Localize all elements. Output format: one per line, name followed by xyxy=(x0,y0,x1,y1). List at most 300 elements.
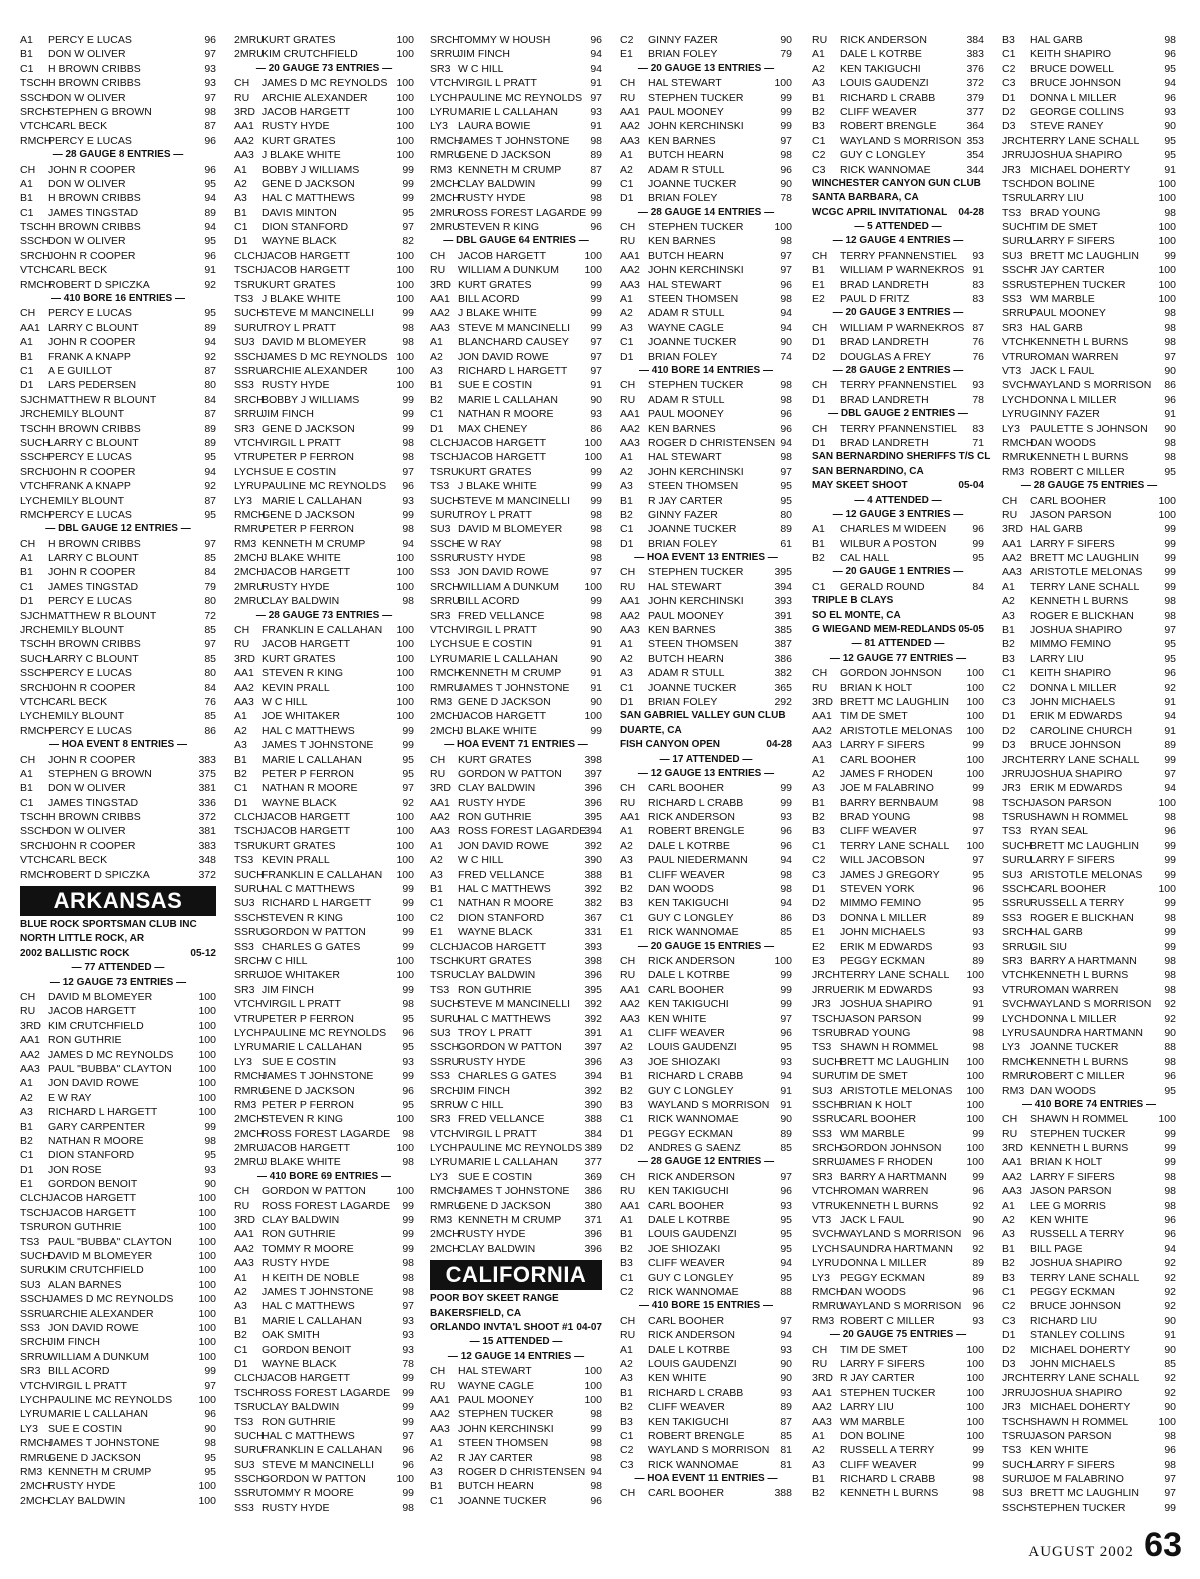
score: 90 xyxy=(204,1422,216,1435)
class-code: SSRU xyxy=(1002,897,1032,910)
score: 100 xyxy=(1158,494,1176,507)
result-row xyxy=(234,753,414,767)
shooter-name: JOHN MICHAELS xyxy=(1030,1357,1116,1370)
score: 96 xyxy=(972,523,984,536)
score: 96 xyxy=(1164,393,1176,406)
event-heading: — 410 BORE 16 ENTRIES — xyxy=(51,293,185,305)
class-code: A1 xyxy=(620,1026,633,1039)
result-row xyxy=(620,796,792,810)
score: 99 xyxy=(402,1228,414,1241)
class-code: B1 xyxy=(812,796,825,809)
result-row xyxy=(620,623,792,637)
score: 100 xyxy=(396,1185,414,1198)
score: 100 xyxy=(584,249,602,262)
shooter-name: RICK ANDERSON xyxy=(648,811,735,824)
result-row xyxy=(1002,364,1176,378)
score: 97 xyxy=(402,1429,414,1442)
score: 371 xyxy=(584,1214,602,1227)
shooter-name: RUSTY HYDE xyxy=(48,1480,116,1493)
shooter-name: RON GUTHRIE xyxy=(458,983,532,996)
shooter-name: KURT GRATES xyxy=(262,652,336,665)
result-row xyxy=(812,839,984,853)
result-row xyxy=(20,1407,216,1421)
club-info-text: BAKERSFIELD, CA xyxy=(430,1307,522,1319)
score: 80 xyxy=(204,667,216,680)
class-code: RU xyxy=(1002,508,1018,521)
score: 100 xyxy=(198,1264,216,1277)
shooter-name: PEGGY ECKMAN xyxy=(840,955,925,967)
shooter-name: PETER P FERRON xyxy=(262,523,354,536)
shooter-name: JON ROSE xyxy=(48,1163,102,1176)
event-heading: — 4 ATTENDED — xyxy=(854,494,942,506)
score: 94 xyxy=(204,192,216,205)
score: 80 xyxy=(204,379,216,392)
score: 100 xyxy=(198,1393,216,1406)
score: 100 xyxy=(396,105,414,118)
event-heading: — 12 GAUGE 13 ENTRIES — xyxy=(637,767,775,779)
score: 83 xyxy=(972,422,984,435)
class-code: TSRU xyxy=(1002,811,1031,824)
score: 95 xyxy=(972,897,984,910)
result-row xyxy=(430,1069,602,1083)
class-code: TS3 xyxy=(1002,206,1022,219)
score: 100 xyxy=(198,1250,216,1263)
result-row xyxy=(1002,134,1176,148)
score: 100 xyxy=(396,580,414,593)
result-row xyxy=(812,1184,984,1198)
class-code: A2 xyxy=(1002,595,1015,608)
result-row xyxy=(812,1112,984,1126)
score: 93 xyxy=(204,1163,216,1176)
shooter-name: JAMES TINGSTAD xyxy=(48,580,139,593)
class-code: 2MCH xyxy=(20,1494,50,1507)
result-row xyxy=(234,594,414,608)
score: 98 xyxy=(1164,1185,1176,1198)
class-code: 3RD xyxy=(812,1372,834,1385)
class-code: SRCH xyxy=(430,580,460,593)
class-code: RM3 xyxy=(234,537,257,550)
shooter-name: WAYNE BLACK xyxy=(262,235,337,248)
shooter-name: BILL PAGE xyxy=(1030,1242,1083,1255)
class-code: B1 xyxy=(1002,1242,1015,1255)
result-row xyxy=(234,1400,414,1414)
result-row xyxy=(812,1400,984,1414)
shooter-name: KEN BARNES xyxy=(648,134,716,147)
result-row xyxy=(430,105,602,119)
class-code: AA1 xyxy=(20,1034,40,1047)
class-code: SU3 xyxy=(20,1278,41,1291)
score: 99 xyxy=(780,91,792,104)
score: 100 xyxy=(198,1106,216,1119)
score: 92 xyxy=(1164,1300,1176,1313)
result-row xyxy=(430,148,602,162)
score: 100 xyxy=(396,293,414,306)
score: 92 xyxy=(1164,1012,1176,1025)
class-code: B1 xyxy=(430,1480,443,1493)
result-row xyxy=(620,177,792,191)
result-row xyxy=(1002,896,1176,910)
score: 100 xyxy=(396,1473,414,1486)
result-row xyxy=(620,249,792,263)
shooter-name: STEPHEN G BROWN xyxy=(48,767,152,780)
class-code: B1 xyxy=(620,1386,633,1399)
class-code: A2 xyxy=(620,652,633,665)
class-code: B1 xyxy=(812,264,825,277)
class-code: SU3 xyxy=(234,336,255,349)
class-code: RMRU xyxy=(234,1084,266,1097)
class-code: A1 xyxy=(234,710,247,723)
shooter-name: JACOB HARGETT xyxy=(48,1192,137,1205)
shooter-name: DONNA L MILLER xyxy=(1030,1012,1117,1025)
shooter-name: PERCY E LUCAS xyxy=(48,724,132,737)
class-code: 2MCH xyxy=(430,1228,460,1241)
result-row xyxy=(1002,1486,1176,1500)
score: 93 xyxy=(972,940,984,953)
score: 98 xyxy=(590,537,602,550)
class-code: A2 xyxy=(812,767,825,780)
shooter-name: CLAY BALDWIN xyxy=(48,1494,126,1507)
shooter-name: KURT GRATES xyxy=(458,278,532,291)
result-row xyxy=(430,292,602,306)
result-row xyxy=(234,134,414,148)
shooter-name: MICHAEL DOHERTY xyxy=(1030,1401,1131,1414)
class-code: A1 xyxy=(812,48,825,61)
shooter-name: KENNETH L BURNS xyxy=(1030,969,1129,982)
shooter-name: KEITH SHAPIRO xyxy=(1030,667,1112,680)
score: 95 xyxy=(204,451,216,464)
class-code: 2MCH xyxy=(430,192,460,205)
shooter-name: HAL C MATTHEWS xyxy=(262,1429,355,1442)
shooter-name: JOHN KERCHINSKI xyxy=(648,120,744,133)
shooter-name: PAUL MOONEY xyxy=(1030,307,1106,320)
result-row xyxy=(20,551,216,565)
shooter-name: JASON PARSON xyxy=(1030,1429,1112,1442)
shooter-name: HAL STEWART xyxy=(458,1365,532,1378)
shooter-name: DON W OLIVER xyxy=(48,235,126,248)
score: 100 xyxy=(198,1480,216,1493)
class-code: TSRU xyxy=(1002,192,1031,205)
score: 92 xyxy=(204,350,216,363)
shooter-name: JOE WHITAKER xyxy=(262,710,340,723)
result-row xyxy=(20,537,216,551)
result-row xyxy=(430,206,602,220)
score: 100 xyxy=(966,695,984,708)
result-row xyxy=(20,853,216,867)
score: 390 xyxy=(584,854,602,867)
shooter-name: TOMMY R MOORE xyxy=(262,1487,354,1500)
shooter-name: GORDON W PATTON xyxy=(262,1473,366,1486)
shooter-name: KURT GRATES xyxy=(262,134,336,147)
class-code: SURU xyxy=(430,1012,460,1025)
event-heading: — HOA EVENT 11 ENTRIES — xyxy=(634,1473,778,1485)
result-row xyxy=(20,623,216,637)
score: 97 xyxy=(590,350,602,363)
shooter-name: KEN TAKIGUCHI xyxy=(648,1185,729,1198)
class-code: SSCH xyxy=(234,1473,264,1486)
shooter-name: MICHAEL DOHERTY xyxy=(1030,163,1131,176)
score: 95 xyxy=(780,494,792,507)
score: 95 xyxy=(972,552,984,565)
score: 93 xyxy=(402,1314,414,1327)
shooter-name: JOSHUA SHAPIRO xyxy=(840,998,933,1011)
score: 97 xyxy=(402,221,414,234)
score: 292 xyxy=(774,695,792,708)
class-code: B3 xyxy=(620,897,633,910)
shooter-name: RICHARD L CRABB xyxy=(840,1473,936,1486)
shooter-name: CLIFF WEAVER xyxy=(648,1401,725,1414)
score: 99 xyxy=(590,480,602,493)
shooter-name: ANDRES G SAENZ xyxy=(648,1142,741,1155)
result-row xyxy=(620,1242,792,1256)
class-code: SSCH xyxy=(20,235,50,248)
class-code: SSRU xyxy=(812,1113,842,1126)
score: 94 xyxy=(780,897,792,910)
class-code: A3 xyxy=(620,854,633,867)
result-row xyxy=(620,1213,792,1227)
shooter-name: KURT GRATES xyxy=(458,753,532,766)
result-row xyxy=(430,666,602,680)
result-row xyxy=(1002,623,1176,637)
result-row xyxy=(620,47,792,61)
result-row xyxy=(430,609,602,623)
class-code: CH xyxy=(620,77,636,90)
result-row xyxy=(620,1271,792,1285)
shooter-name: H BROWN CRIBBS xyxy=(48,221,141,234)
result-row xyxy=(620,652,792,666)
shooter-name: STEVEN R KING xyxy=(262,1113,344,1126)
club-info-line xyxy=(812,594,984,608)
shooter-name: PERCY E LUCAS xyxy=(48,451,132,464)
shooter-name: JOSHUA SHAPIRO xyxy=(1030,1257,1123,1270)
class-code: E3 xyxy=(812,955,825,967)
shooter-name: STEVE M MANCINELLI xyxy=(458,494,571,507)
result-row xyxy=(1002,1429,1176,1443)
class-code: RM3 xyxy=(1002,1084,1025,1097)
result-row xyxy=(812,681,984,695)
shooter-name: JON DAVID ROWE xyxy=(48,1077,139,1090)
result-row xyxy=(234,551,414,565)
result-row xyxy=(20,1148,216,1162)
result-row xyxy=(234,234,414,248)
class-code: AA2 xyxy=(430,307,450,320)
shooter-name: WILBUR A POSTON xyxy=(840,537,937,550)
shooter-name: KEN TAKIGUCHI xyxy=(840,62,921,75)
class-code: VTRU xyxy=(1002,350,1031,363)
shooter-name: JAMES T JOHNSTONE xyxy=(48,1437,160,1450)
shooter-name: W C HILL xyxy=(262,695,308,708)
club-info-text: TRIPLE B CLAYS xyxy=(812,595,894,607)
score: 369 xyxy=(584,1170,602,1183)
score: 100 xyxy=(966,767,984,780)
class-code: AA3 xyxy=(234,149,254,162)
result-row xyxy=(1002,522,1176,536)
score: 94 xyxy=(780,854,792,867)
score: 381 xyxy=(198,782,216,795)
result-row xyxy=(812,422,984,436)
shooter-name: WILLIAM P WARNEKROS xyxy=(840,321,965,334)
result-row xyxy=(620,781,792,795)
score: 388 xyxy=(774,1487,792,1500)
shooter-name: RUSSELL A TERRY xyxy=(840,1444,935,1457)
score: 95 xyxy=(1164,149,1176,162)
shooter-name: PETER P FERRON xyxy=(262,1098,354,1111)
result-row xyxy=(812,580,984,594)
class-code: VTRU xyxy=(1002,983,1031,996)
result-row xyxy=(20,47,216,61)
class-code: SSCH xyxy=(20,91,50,104)
score: 96 xyxy=(780,825,792,838)
class-code: 3RD xyxy=(1002,1142,1024,1155)
class-code: AA3 xyxy=(620,1012,640,1025)
class-code: AA3 xyxy=(20,1062,40,1075)
class-code: C1 xyxy=(430,408,444,421)
score: 99 xyxy=(1164,940,1176,953)
shooter-name: R JAY CARTER xyxy=(840,1372,915,1385)
shooter-name: BRIAN K HOLT xyxy=(840,681,913,694)
class-code: TSRU xyxy=(20,1221,49,1234)
result-row xyxy=(1002,1371,1176,1385)
shooter-name: WILL JACOBSON xyxy=(840,854,925,867)
score: 99 xyxy=(1164,868,1176,881)
result-row xyxy=(1002,1443,1176,1457)
result-row xyxy=(430,623,602,637)
shooter-name: JOHN MICHAELS xyxy=(840,926,926,939)
result-row xyxy=(812,134,984,148)
result-row xyxy=(430,983,602,997)
result-row xyxy=(812,76,984,90)
score: 100 xyxy=(774,955,792,967)
result-row xyxy=(1002,537,1176,551)
score: 85 xyxy=(1164,1357,1176,1370)
club-info-line xyxy=(430,1292,602,1306)
class-code: 3RD xyxy=(430,278,452,291)
result-row xyxy=(1002,781,1176,795)
result-row xyxy=(430,1026,602,1040)
class-code: SR3 xyxy=(1002,321,1023,334)
result-row xyxy=(430,47,602,61)
class-code: E2 xyxy=(812,940,825,953)
shooter-name: KEVIN PRALL xyxy=(262,854,330,867)
score: 94 xyxy=(590,62,602,75)
result-row xyxy=(812,796,984,810)
score: 93 xyxy=(1164,105,1176,118)
class-code: TSCH xyxy=(1002,796,1031,809)
shooter-name: WAYLAND S MORRISON xyxy=(840,134,962,147)
shooter-name: SUE E COSTIN xyxy=(458,638,533,651)
result-row xyxy=(620,1084,792,1098)
score: 100 xyxy=(396,811,414,824)
class-code: D1 xyxy=(620,537,634,550)
result-row xyxy=(234,206,414,220)
result-row xyxy=(430,1379,602,1393)
class-code: TSCH xyxy=(20,811,49,824)
shooter-name: KENNETH M CRUMP xyxy=(458,163,562,176)
score: 100 xyxy=(1158,177,1176,190)
shooter-name: VIRGIL L PRATT xyxy=(458,77,537,90)
result-row xyxy=(1002,436,1176,450)
shooter-name: WM MARBLE xyxy=(1030,293,1095,306)
result-row xyxy=(430,537,602,551)
class-code: A2 xyxy=(620,1041,633,1054)
result-row xyxy=(812,940,984,954)
class-code: SSRU xyxy=(234,364,264,377)
result-row xyxy=(620,422,792,436)
result-row xyxy=(812,522,984,536)
class-code: AA1 xyxy=(234,120,254,133)
score: 94 xyxy=(204,465,216,478)
score: 100 xyxy=(966,667,984,680)
score: 95 xyxy=(1164,638,1176,651)
score: 93 xyxy=(590,105,602,118)
shooter-name: DION STANFORD xyxy=(262,221,349,234)
class-code: 3RD xyxy=(234,652,256,665)
score: 100 xyxy=(396,710,414,723)
class-code: A3 xyxy=(1002,609,1015,622)
result-row xyxy=(20,868,216,882)
score: 91 xyxy=(590,120,602,133)
result-row xyxy=(234,1199,414,1213)
shooter-name: RON GUTHRIE xyxy=(48,1221,122,1234)
shooter-name: WAYNE CAGLE xyxy=(458,1379,534,1392)
class-code: CH xyxy=(20,753,36,766)
class-code: A3 xyxy=(620,1055,633,1068)
shooter-name: HAL STEWART xyxy=(648,278,722,291)
result-row xyxy=(620,134,792,148)
score: 87 xyxy=(204,120,216,133)
shooter-name: BRETT MC LAUGHLIN xyxy=(1030,1487,1139,1500)
shooter-name: MARIE L CALLAHAN xyxy=(48,1408,148,1421)
result-row xyxy=(812,263,984,277)
shooter-name: STEEN THOMSEN xyxy=(648,480,739,493)
class-code: SR3 xyxy=(234,422,255,435)
score: 99 xyxy=(590,278,602,291)
result-row xyxy=(20,306,216,320)
result-row xyxy=(620,33,792,47)
class-code: SUCH xyxy=(20,436,50,449)
result-row xyxy=(430,810,602,824)
score: 100 xyxy=(198,1350,216,1363)
shooter-name: HAL STEWART xyxy=(648,451,722,464)
event-date: 04-07 xyxy=(576,1321,602,1333)
class-code: AA1 xyxy=(20,321,40,334)
score: 97 xyxy=(780,134,792,147)
event-heading: — 77 ATTENDED — xyxy=(71,962,165,974)
club-info-text: BLUE ROCK SPORTSMAN CLUB INC xyxy=(20,919,197,931)
shooter-name: BRUCE JOHNSON xyxy=(1030,1300,1122,1313)
event-date: 04-28 xyxy=(766,739,792,751)
shooter-name: BRUCE DOWELL xyxy=(1030,62,1115,75)
result-row xyxy=(234,508,414,522)
class-code: C1 xyxy=(20,580,34,593)
class-code: LYRU xyxy=(20,1408,48,1421)
class-code: SR3 xyxy=(812,1170,833,1183)
shooter-name: DAN WOODS xyxy=(1030,436,1096,449)
class-code: SR3 xyxy=(430,62,451,75)
shooter-name: KENNETH L BURNS xyxy=(1030,1142,1129,1155)
shooter-name: NATHAN R MOORE xyxy=(458,408,554,421)
result-row xyxy=(620,882,792,896)
result-row xyxy=(234,47,414,61)
result-row xyxy=(430,1494,602,1508)
shooter-name: JACOB HARGETT xyxy=(262,1142,351,1155)
result-row xyxy=(20,1350,216,1364)
class-code: 2MRU xyxy=(430,221,460,234)
result-row xyxy=(430,1422,602,1436)
class-code: LYRU xyxy=(430,652,458,665)
result-row xyxy=(20,1292,216,1306)
score: 97 xyxy=(1164,1487,1176,1500)
score: 99 xyxy=(972,1458,984,1471)
